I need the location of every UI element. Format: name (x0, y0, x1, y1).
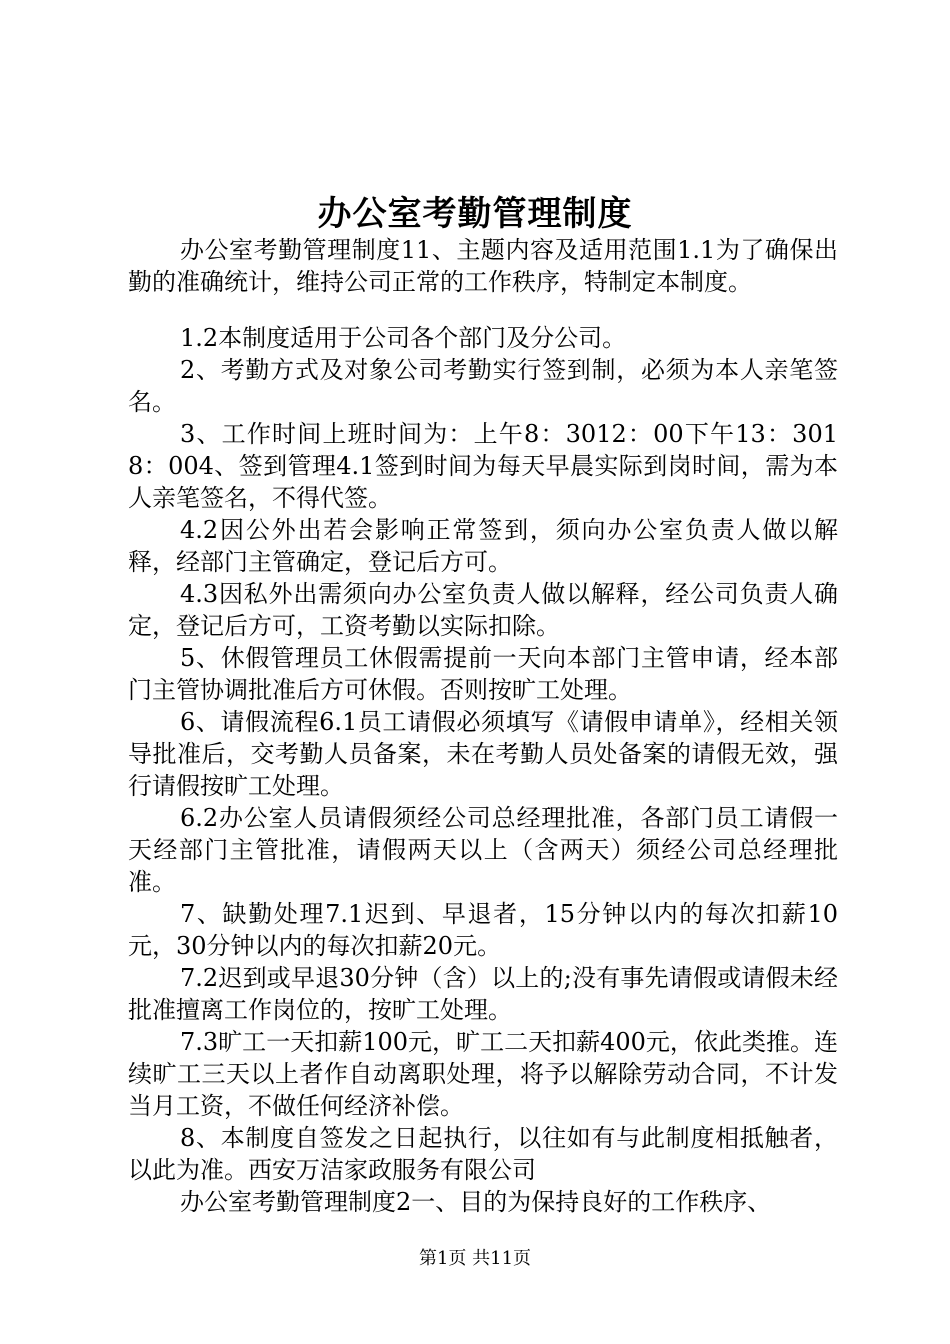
paragraph-leave-process: 6、请假流程6.1员工请假必须填写《请假申请单》，经相关领导批准后，交考勤人员备案，未在考勤人员处备案的请假无效，强行请假按旷工处理。 (128, 708, 838, 800)
paragraph-effective: 8、本制度自签发之日起执行，以往如有与此制度相抵触者，以此为准。西安万洁家政服务有限公司 (128, 1124, 838, 1184)
document-title: 办公室考勤管理制度 (317, 194, 633, 234)
paragraph-absence-late: 7、缺勤处理7.1迟到、早退者，15分钟以内的每次扣薪10元，30分钟以内的每次扣薪20元。 (128, 900, 838, 960)
paragraph-leave-management: 5、休假管理员工休假需提前一天向本部门主管申请，经本部门主管协调批准后方可休假。否则按旷工处理。 (128, 644, 838, 704)
paragraph-intro: 办公室考勤管理制度11、主题内容及适用范围1.1为了确保出勤的准确统计，维持公司正常的工作秩序，特制定本制度。 (128, 236, 838, 296)
paragraph-work-hours: 3、工作时间上班时间为：上午8：3012：00下午13：3018：004、签到管理4.1签到时间为每天早晨实际到岗时间，需为本人亲笔签名，不得代签。 (128, 420, 838, 512)
paragraph-second-policy: 办公室考勤管理制度2一、目的为保持良好的工作秩序、 (180, 1188, 772, 1216)
paragraph-absence-30min: 7.2迟到或早退30分钟（含）以上的;没有事先请假或请假未经批准擅离工作岗位的，按旷工处理。 (128, 964, 838, 1024)
paragraph-business-out: 4.2因公外出若会影响正常签到，须向办公室负责人做以解释，经部门主管确定，登记后方可。 (128, 516, 838, 576)
paragraph-attendance-method: 2、考勤方式及对象公司考勤实行签到制，必须为本人亲笔签名。 (128, 356, 838, 416)
paragraph-leave-approval: 6.2办公室人员请假须经公司总经理批准，各部门员工请假一天经部门主管批准，请假两天以上（含两天）须经公司总经理批准。 (128, 804, 838, 896)
paragraph-absenteeism: 7.3旷工一天扣薪100元，旷工二天扣薪400元，依此类推。连续旷工三天以上者作自动离职处理，将予以解除劳动合同，不计发当月工资，不做任何经济补偿。 (128, 1028, 838, 1120)
document-body (128, 234, 838, 1218)
paragraph-private-out: 4.3因私外出需须向办公室负责人做以解释，经公司负责人确定，登记后方可，工资考勤以实际扣除。 (128, 580, 838, 640)
paragraph-scope: 1.2本制度适用于公司各个部门及分公司。 (180, 324, 627, 352)
page-number-footer: 第1页 共11页 (418, 1248, 532, 1269)
